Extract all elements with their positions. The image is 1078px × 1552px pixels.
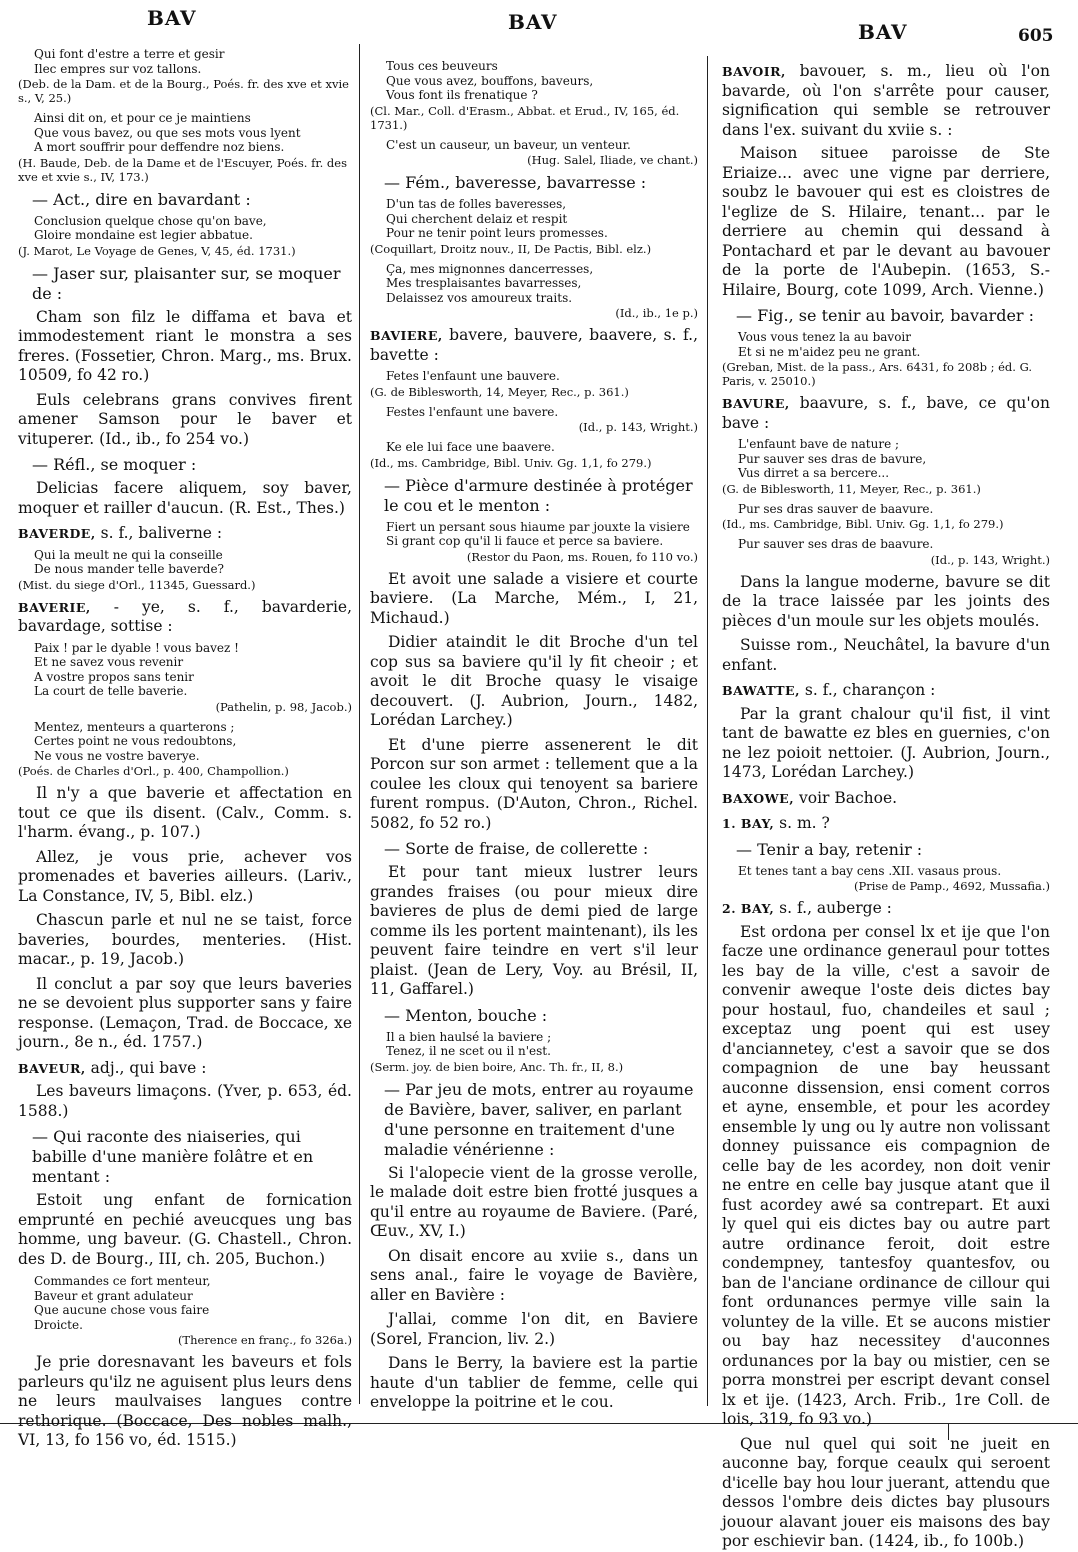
page-number: 605 <box>1018 26 1054 46</box>
citation: (Id., p. 143, Wright.) <box>578 420 698 434</box>
paragraph: Dans la langue moderne, bavure se dit de la trace laissée par les joints des pièces d'un moule sur les objets moulés. <box>722 572 1050 630</box>
headword: 1. BAY, <box>722 816 775 831</box>
entry-definition: s. f., baliverne : <box>95 524 223 542</box>
citation: (Id., ms. Cambridge, Bibl. Univ. Gg. 1,1, fo 279.) <box>722 517 1004 531</box>
paragraph: Dans le Berry, la baviere est la partie haute d'un tablier de femme, celle qui enveloppe la poitrine et le cou. <box>370 1354 698 1411</box>
paragraph: J'allai, comme l'on dit, en Baviere (Sorel, Francion, liv. 2.) <box>370 1310 698 1348</box>
paragraph: Estoit ung enfant de fornication emprunté en pechié aveucques ung bas homme, ung baveur. (G. Chastell., Chron. des D. de Bourg., III, ch. 205, Buchon.) <box>18 1191 352 1268</box>
quotation: Commandes ce fort menteur, Baveur et grant adulateur Que aucune chose vous faire Droicte. <box>34 1274 211 1332</box>
citation: (Id., ib., 1e p.) <box>615 306 698 320</box>
paragraph: Les baveurs limaçons. (Yver, p. 653, éd. 1588.) <box>18 1082 352 1120</box>
quotation: Festes l'enfaunt une bavere. <box>386 404 559 419</box>
quotation: Qui font d'estre a terre et gesir Ilec empres sur voz tallons. <box>34 47 225 76</box>
paragraph: Est ordona per consel lx et ije que l'on facze une ordinance generaul pour tottes les bay de la ville, c'est a savoir de convenir aweque l'oste deis dictes bay pour hostaul, fuo, chandeiles et saul ; exceptaz ung poent qui est usey d'anciannetey, c'est a savoir que se dos compagnion de une bay heussant auconne dissension, ensi coment corros et ayne, ensemble, et pour les acordey ensemble ly ung ou ly autre non volissant donney puissance eis compagnion de celle bay de les acordey, non doit venir ne entre en celle bay jusque atant que il fust acordey awé sa contrepart. Et auxi ly quel qui eis dictes bay ou autre part autre ordinance feroit, doit estre condempney, tantesfoy quantesfov, ou ban de l'anciane ordinance de cillour qui font ordunances permye ville sain la voluntey de la ville. Et se aucons mistier ou bay haz necessitey d'auconnes ordunances por la bay ou mistier, cen se porra monstrei per escript devant consel lx et ije. (1423, Arch. Frib., 1re Coll. de lois, 319, fo 93 vo.) <box>722 922 1050 1428</box>
column-1 <box>18 44 352 1449</box>
sense-line: — Fig., se tenir au bavoir, bavarder : <box>736 306 1035 325</box>
entry-heading <box>722 814 1050 834</box>
sense-line: — Par jeu de mots, entrer au royaume de Bavière, baver, saliver, en parlant d'une personne en traitement d'une maladie vénérienne : <box>384 1079 694 1159</box>
entry-definition: s. m. ? <box>774 814 830 832</box>
headword: BAVURE, <box>722 396 790 411</box>
running-head-center: BAV <box>508 10 558 34</box>
quotation: Pur sauver ses dras de baavure. <box>738 537 934 551</box>
entry-definition: voir Bachoe. <box>794 788 898 807</box>
quotation: Qui la meult ne qui la conseille De nous mander telle baverde? <box>34 547 224 576</box>
entry-definition: adj., qui bave : <box>85 1058 207 1077</box>
quotation: Mentez, menteurs a quarterons ; Certes point ne vous redoubtons, Ne vous ne vostre baverye. <box>34 719 237 763</box>
citation: (Cl. Mar., Coll. d'Erasm., Abbat. et Erud., IV, 165, éd. 1731.) <box>370 103 680 132</box>
entry-heading <box>370 326 698 365</box>
quotation: Ainsi dit on, et pour ce je maintiens Que vous bavez, ou que ses mots vous lyent A mort souffrir pour deffendre noz biens. <box>34 111 301 154</box>
quotation: Ça, mes mignonnes dancerresses, Mes tresplaisantes bavarresses, Delaissez vos amoureux traits. <box>386 261 594 305</box>
sense-line: — Qui raconte des niaiseries, qui babille d'une manière folâtre et en mentant : <box>32 1127 314 1186</box>
citation: (Greban, Mist. de la pass., Ars. 6431, fo 208b ; éd. G. Paris, v. 25010.) <box>722 360 1033 388</box>
citation: (J. Marot, Le Voyage de Genes, V, 45, éd. 1731.) <box>18 243 296 258</box>
citation: (Pathelin, p. 98, Jacob.) <box>215 699 352 714</box>
sense-line: — Jaser sur, plaisanter sur, se moquer de : <box>32 263 341 303</box>
headword: BAVERDE, <box>18 526 96 541</box>
entry-heading <box>722 789 1050 809</box>
headword: BAVERIE, <box>18 599 91 615</box>
quotation: Conclusion quelque chose qu'on bave, Gloire mondaine est legier abbatue. <box>34 213 267 242</box>
quotation: Fiert un persant sous hiaume par jouxte la visiere Si grant cop qu'il li fauce et perce sa baviere. <box>386 519 690 548</box>
quotation: Vous vous tenez la au bavoir Et si ne m'aidez peu ne grant. <box>738 330 921 359</box>
citation: (Serm. joy. de bien boire, Anc. Th. fr., II, 8.) <box>370 1059 624 1074</box>
paragraph: Maison situee paroisse de Ste Eriaize... avec une vigne par derriere, soubz le bavouer qui est es cloistres de l'eglize de S. Hilaire, tenant... par le derriere au chemin qui dessand à Pontachard et par le devant au bavouer de la porte de l'Aubepin. (1653, S.-Hilaire, Bourg, cote 1099, Arch. Vienne.) <box>722 144 1050 299</box>
column-divider <box>359 44 360 1404</box>
entry-definition: bavouer, s. m., lieu où l'on bavarde, où l'on s'arrête pour causer, signification qui semble se retrouver dans l'ex. suivant du xviie s. : <box>722 62 1050 139</box>
citation: (G. de Biblesworth, 11, Meyer, Rec., p. 361.) <box>722 481 981 496</box>
paragraph: Je prie doresnavant les baveurs et fols parleurs qu'ilz ne aguisent plus leurs dens ne leurs maulvaises langues contre rethorique. (Boccace, Des nobles malh., VI, 13, fo 156 vo, éd. 1515.) <box>18 1353 352 1449</box>
paragraph: Chascun parle et nul ne se taist, force baveries, bourdes, menteries. (Hist. macar., p. 19, Jacob.) <box>18 911 352 968</box>
column-2 <box>370 56 698 1436</box>
entry-heading <box>18 1059 352 1079</box>
quotation: Pur ses dras sauver de baavure. <box>738 501 934 516</box>
paragraph: Si l'alopecie vient de la grosse verolle, le malade doit estre bien frotté jusques a qu'il entre au royaume de Baviere. (Paré, Œuv., XV, I.) <box>370 1163 698 1240</box>
entry-definition: - ye, s. f., bavarderie, bavardage, sottise : <box>18 597 352 635</box>
citation: (Therence en franç., fo 326a.) <box>177 1333 352 1347</box>
sense-line: — Tenir a bay, retenir : <box>736 839 923 859</box>
citation: (Hug. Salel, Iliade, ve chant.) <box>527 153 698 167</box>
quotation: Paix ! par le dyable ! vous bavez ! Et ne savez vous revenir A vostre propos sans tenir La court de telle baverie. <box>34 640 239 698</box>
quotation: D'un tas de folles baveresses, Qui cherchent delaiz et respit Pour ne tenir point leurs promesses. <box>386 197 608 240</box>
column-3 <box>722 56 1050 1550</box>
running-head-right: BAV <box>858 20 908 44</box>
citation: (Prise de Pamp., 4692, Mussafia.) <box>854 879 1050 893</box>
sense-line: — Act., dire en bavardant : <box>32 189 251 209</box>
citation: (Poés. de Charles d'Orl., p. 400, Champollion.) <box>18 764 289 778</box>
paragraph: Allez, je vous prie, achever vos promenades et baveries ailleurs. (Lariv., La Constance, IV, 5, Bibl. elz.) <box>18 847 352 905</box>
citation: (Id., ms. Cambridge, Bibl. Univ. Gg. 1,1, fo 279.) <box>370 455 652 470</box>
paragraph: Par la grant chalour qu'il fist, il vint tant de bawatte ez bles en guernies, c'on ne lez poioit nettoier. (J. Aubrion, Journ., 1473, Lorédan Larchey.) <box>722 704 1050 781</box>
paragraph: On disait encore au xviie s., dans un sens anal., faire le voyage de Bavière, aller en Bavière : <box>370 1246 698 1304</box>
sense-line: — Sorte de fraise, de collerette : <box>384 839 649 858</box>
sense-line: — Fém., baveresse, bavarresse : <box>384 173 647 192</box>
paragraph: Et pour tant mieux lustrer leurs grandes fraises (ou pour mieux dire bavieres de plus de demi pied de large comme ils les portent maintenant), ils les peuvent faire teindre en vert s'il leur plaist. (Jean de Lery, Voy. au Brésil, II, 11, Gaffarel.) <box>370 863 698 998</box>
sense-line: — Pièce d'armure destinée à protéger le cou et le menton : <box>384 475 693 515</box>
paragraph: Que nul quel qui soit ne jueit en auconne bay, forque ceaulx qui seroent d'icelle bay hou lour juerant, attendu que dessos l'ombre deis dictes bay plusours jouour alavant jouer eis maisons des bay por eschievir ban. (1424, ib., fo 100b.) <box>722 1434 1050 1550</box>
entry-definition: baavure, s. f., bave, ce qu'on bave : <box>722 394 1050 432</box>
quotation: Ke ele lui face une baavere. <box>386 440 555 454</box>
entry-definition: bavere, bauvere, baavere, s. f., bavette : <box>370 326 698 364</box>
paragraph: Delicias facere aliquem, soy baver, moquer et railler d'aucun. (R. Est., Thes.) <box>18 479 352 517</box>
entry-heading <box>722 394 1050 433</box>
paragraph: Cham son filz le diffama et bava et immodestement riant le monstra a ses freres. (Fossetier, Chron. Marg., ms. Brux. 10509, fo 42 ro.) <box>18 307 352 384</box>
headword: BAVIERE, <box>370 328 443 343</box>
paragraph: Il n'y a que baverie et affectation en tout ce que ils disent. (Calv., Comm. s. l'harm. évang., p. 107.) <box>18 784 352 841</box>
citation: (Deb. de la Dam. et de la Bourg., Poés. fr. des xve et xvie s., V, 25.) <box>18 77 349 105</box>
paragraph: Euls celebrans grans convives firent amener Samson pour le baver et vituperer. (Id., ib., fo 254 vo.) <box>18 390 352 448</box>
headword: 2. BAY, <box>722 901 775 916</box>
paragraph: Et d'une pierre assenerent le dit Porcon sur son armet : tellement que a la coulee les cloux qui tenoyent sa bariere furent rompus. (D'Auton, Chron., Richel. 5082, fo 52 ro.) <box>370 735 698 832</box>
running-head-left: BAV <box>147 6 197 30</box>
citation: (G. de Biblesworth, 14, Meyer, Rec., p. 361.) <box>370 384 629 399</box>
citation: (Restor du Paon, ms. Rouen, fo 110 vo.) <box>466 549 698 564</box>
quotation: L'enfaunt bave de nature ; Pur sauver ses dras de bavure, Vus dirret a sa bercere... <box>738 437 927 480</box>
sense-line: — Réfl., se moquer : <box>32 455 197 474</box>
entry-heading <box>18 524 352 544</box>
quotation: Il a bien haulsé la baviere ; Tenez, il ne scet ou il n'est. <box>386 1029 552 1058</box>
paragraph: Didier ataindit le dit Broche d'un tel cop sus sa baviere qu'il ly fit cheoir ; et avoit le dit Broche quasy le visaige decouvert. (J. Aubrion, Journ., 1482, Lorédan Larchey.) <box>370 633 698 729</box>
quotation: Tous ces beuveurs Que vous avez, bouffons, baveurs, Vous font ils frenatique ? <box>386 59 594 102</box>
quotation: C'est un causeur, un baveur, un venteur. <box>386 137 631 152</box>
headword: BAVEUR, <box>18 1060 86 1076</box>
column-divider <box>707 56 708 1406</box>
citation: (Id., p. 143, Wright.) <box>930 552 1050 567</box>
entry-heading <box>722 62 1050 140</box>
entry-heading <box>722 899 1050 919</box>
entry-definition: s. f., auberge : <box>774 899 892 917</box>
citation: (Coquillart, Droitz nouv., II, De Pactis, Bibl. elz.) <box>370 241 652 256</box>
headword: BAWATTE, <box>722 683 800 698</box>
quotation: Et tenes tant a bay cens .XII. vasaus prous. <box>738 863 1002 878</box>
paragraph: Il conclut a par soy que leurs baveries ne se devoient plus supporter sans y faire response. (Lemaçon, Trad. de Boccace, xe journ., 8e n., éd. 1757.) <box>18 974 352 1051</box>
entry-heading <box>722 681 1050 701</box>
entry-definition: s. f., charançon : <box>799 681 936 699</box>
citation: (Mist. du siege d'Orl., 11345, Guessard.) <box>18 577 256 592</box>
headword: BAVOIR, <box>722 64 786 79</box>
sense-line: — Menton, bouche : <box>384 1005 548 1025</box>
paragraph: Suisse rom., Neuchâtel, la bavure d'un enfant. <box>722 636 1050 674</box>
paragraph: Et avoit une salade a visiere et courte baviere. (La Marche, Mém., I, 21, Michaud.) <box>370 569 698 627</box>
headword: BAXOWE, <box>722 790 795 806</box>
citation: (H. Baude, Deb. de la Dame et de l'Escuyer, Poés. fr. des xve et xvie s., IV, 173.) <box>18 155 347 184</box>
quotation: Fetes l'enfaunt une bauvere. <box>386 369 560 383</box>
entry-heading <box>18 598 352 637</box>
